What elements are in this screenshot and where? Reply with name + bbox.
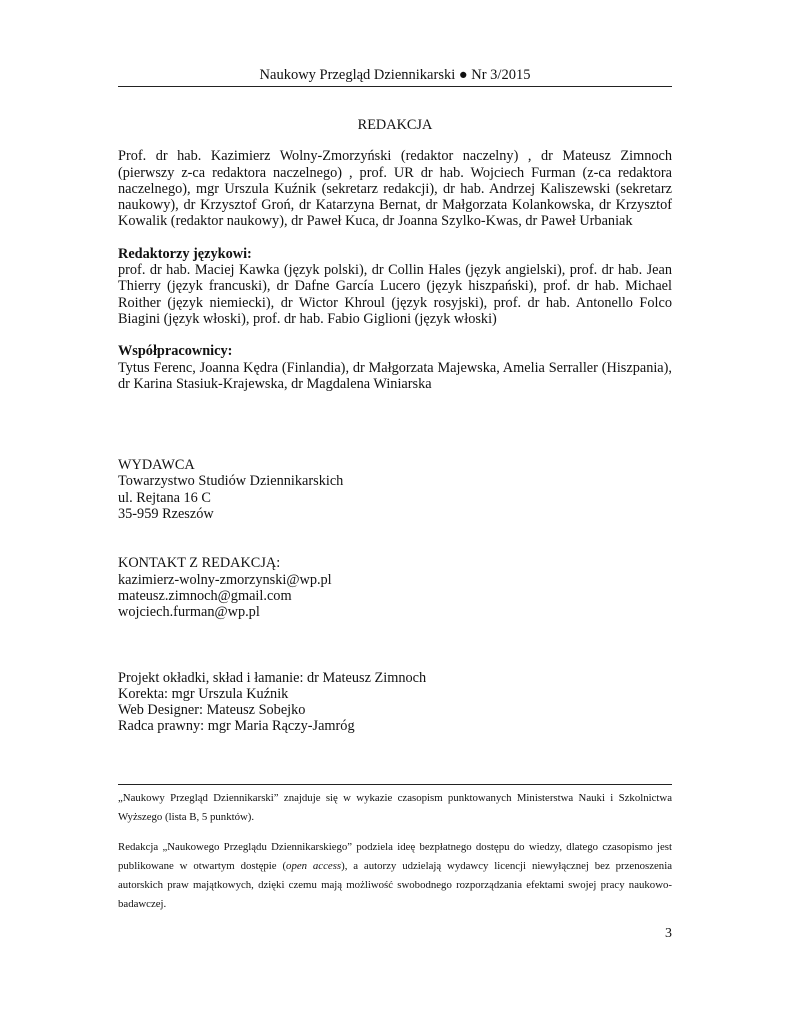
publisher-heading: WYDAWCA [118,457,195,474]
credit-line: Radca prawny: mgr Maria Rączy-Jamróg [118,718,355,735]
publisher-name: Towarzystwo Studiów Dziennikarskich [118,473,344,490]
contact-email[interactable]: mateusz.zimnoch@gmail.com [118,587,292,604]
footnote-open-access-part2: ), a autorzy udzielają wydawcy licencji niewyłącznej bez przenoszenia autorskich praw majątkowych, dzięki czemu mają możliwość swobodnego rozporządzania efektami swojej pracy naukowo-badawczej. [118,860,672,910]
editorial-body [118,117,672,735]
collaborators-heading: Współpracownicy: [118,343,233,360]
footnote-ranking: „Naukowy Przegląd Dziennikarski” znajduje się w wykazie czasopism punktowanych Ministerstwa Nauki i Szkolnictwa Wyższego (lista B, 5 punktów). [118,792,672,823]
credits-block [118,670,672,735]
collaborators-text: Tytus Ferenc, Joanna Kędra (Finlandia), dr Małgorzata Majewska, Amelia Serraller (Hiszpania), dr Karina Stasiuk-Krajewska, dr Magdalena Winiarska [118,359,672,392]
language-editors-text: prof. dr hab. Maciej Kawka (język polski), dr Collin Hales (język angielski), prof. dr hab. Jean Thierry (język francuski), dr Dafne García Lucero (język hiszpański), prof. dr hab. Michael Roither (język niemiecki), dr Wictor Khroul (język rosyjski), prof. dr hab. Antonello Folco Biagini (język włoski), prof. dr hab. Fabio Giglioni (język włoski) [118,262,672,327]
running-header: Naukowy Przegląd Dziennikarski ● Nr 3/2015 [259,67,531,83]
publisher-street: ul. Rejtana 16 C [118,489,211,506]
language-editors-heading: Redaktorzy językowi: [118,245,252,262]
contact-block [118,555,672,620]
footnotes [118,789,672,914]
contact-email[interactable]: kazimierz-wolny-zmorzynski@wp.pl [118,571,332,588]
footnote-open-access-italic: open access [286,860,342,872]
section-title-redakcja: REDAKCJA [357,117,433,133]
contact-email[interactable]: wojciech.furman@wp.pl [118,604,260,621]
footnote-open-access [118,838,672,914]
footnote-rule [118,784,672,785]
header-rule [118,86,672,87]
editorial-board-members: Prof. dr hab. Kazimierz Wolny-Zmorzyński (redaktor naczelny) , dr Mateusz Zimnoch (pierwszy z-ca redaktora naczelnego) , prof. UR dr hab. Wojciech Furman (z-ca redaktora naczelnego), mgr Urszula Kuźnik (sekretarz redakcji), dr hab. Andrzej Kaliszewski (sekretarz naukowy), dr Krzysztof Groń, dr Katarzyna Bernat, dr Małgorzata Kolankowska, dr Krzysztof Kowalik (redaktor naukowy), dr Paweł Kuca, dr Joanna Szylko-Kwas, dr Paweł Urbaniak [118,148,672,230]
contact-heading: KONTAKT Z REDAKCJĄ: [118,555,281,572]
publisher-city: 35-959 Rzeszów [118,506,214,523]
credit-line: Web Designer: Mateusz Sobejko [118,702,306,719]
footnote-open-access-part1: Redakcja „Naukowego Przeglądu Dziennikarskiego” podziela ideę bezpłatnego dostępu do wiedzy, dlatego czasopismo jest publikowane w otwartym dostępie ( [118,841,672,872]
page-number: 3 [665,926,672,941]
credit-line: Korekta: mgr Urszula Kuźnik [118,685,289,702]
publisher-block [118,457,672,522]
credit-line: Projekt okładki, skład i łamanie: dr Mateusz Zimnoch [118,669,427,686]
